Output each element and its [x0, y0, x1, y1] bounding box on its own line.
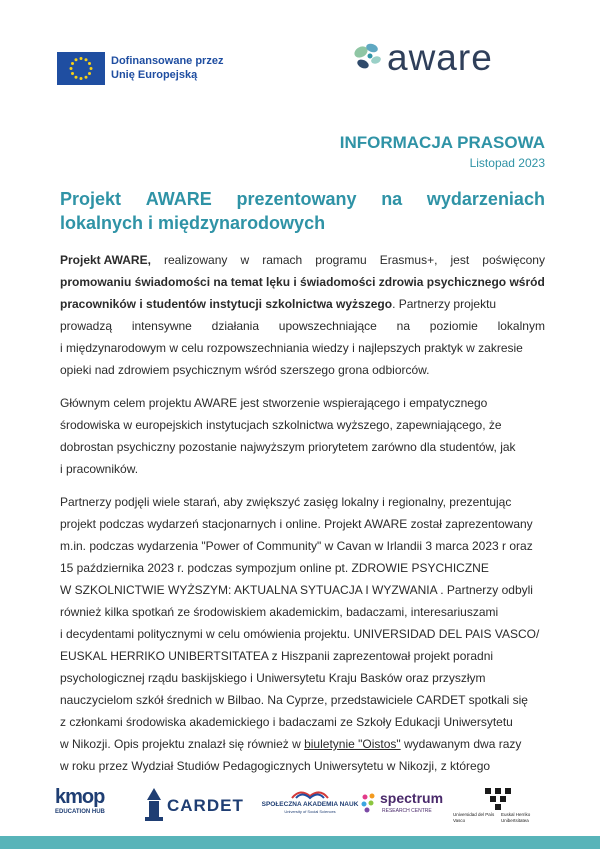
- spectrum-logo: [360, 786, 445, 826]
- spectrum-logo-text: spectrum: [380, 790, 444, 806]
- paragraph1-line3: [60, 296, 545, 312]
- paragraph2-line1: Głównym celem projektu AWARE jest stworzenie wspierającego i empatycznego: [60, 396, 488, 410]
- body-text: wydawanym dwa razy: [400, 737, 522, 751]
- paragraph1-line4: [60, 318, 545, 334]
- kmop-logo: [55, 786, 127, 826]
- cardet-emblem-icon: [143, 788, 165, 822]
- press-release-date: Listopad 2023: [469, 156, 545, 170]
- paragraph3-line1: Partnerzy podjęli wiele starań, aby zwiększyć zasięg lokalny i regionalny, prezentując: [60, 495, 512, 509]
- paragraph3-line9: psychologicznej rządu baskijskiego i Uniwersytetu Kraju Basków oraz przyszłym: [60, 671, 486, 685]
- press-release-title: INFORMACJA PRASOWA: [339, 133, 545, 152]
- body-word: Erasmus+,: [379, 253, 438, 267]
- eu-funding-line1: Dofinansowane przez: [111, 55, 224, 67]
- paragraph3-line13: w roku przez Wydział Studiów Pedagogicznych Uniwersytetu w Nikozji, z którego: [60, 759, 491, 773]
- paragraph3-line11: z członkami środowiska akademickiego i badaczami ze Szkoły Edukacji Uniwersytetu: [60, 715, 513, 729]
- partner-logos: [55, 786, 545, 826]
- headline-word: Projekt: [60, 189, 122, 209]
- headline-word: wydarzeniach: [426, 189, 545, 209]
- body-text: w Nikozji. Opis projektu znalazł się również w: [60, 737, 305, 751]
- upv-emblem-icon: [483, 786, 513, 810]
- body-word: na: [396, 319, 410, 333]
- body-word: Projekt AWARE,: [60, 253, 151, 267]
- body-word: poziomie: [429, 319, 478, 333]
- body-word: działania: [211, 319, 260, 333]
- upv-ehu-logo: [453, 786, 545, 826]
- eu-funding-text: [111, 54, 223, 82]
- paragraph3-line6: również kilka spotkań ze środowiskiem akademickim, badaczami, interesariuszami: [60, 605, 499, 619]
- body-word: jest: [450, 253, 470, 267]
- spectrum-logo-subtitle: RESEARCH CENTRE: [382, 808, 432, 814]
- cardet-logo: [143, 786, 243, 826]
- upv-name-eu: Euskal Herriko Unibertsitatea: [501, 812, 531, 823]
- body-bold-text: pracowników i studentów instytucji szkolnictwa wyższego: [60, 297, 393, 311]
- body-word: lokalnym: [497, 319, 545, 333]
- upv-name-es: Universidad del País Vasco: [453, 812, 495, 823]
- paragraph3-line4: 15 października 2023 r. podczas sympozjum online pt. ZDROWIE PSYCHICZNE: [60, 561, 489, 575]
- spectrum-dots-icon: [360, 792, 378, 814]
- aware-leaf-icon: [350, 38, 386, 78]
- san-book-icon: [290, 786, 330, 800]
- body-word: prowadzą: [60, 319, 113, 333]
- body-word: intensywne: [131, 319, 192, 333]
- body-word: ramach: [262, 253, 303, 267]
- headline-word: AWARE: [145, 189, 212, 209]
- paragraph1-line6: opieki nad zdrowiem psychicznym wśród szerszego grona odbiorców.: [60, 363, 430, 377]
- paragraph2-line2: środowiska w europejskich instytucjach szkolnictwa wyższego, zapewniającego, że: [60, 418, 502, 432]
- eu-funding-line2: Unię Europejską: [111, 69, 198, 81]
- san-logo-subtitle: University of Social Sciences: [284, 809, 336, 814]
- paragraph3-line7: i decydentami politycznymi w celu omówienia projektu. UNIVERSIDAD DEL PAIS VASCO/: [60, 627, 540, 641]
- kmop-logo-subtitle: EDUCATION HUB: [55, 809, 105, 815]
- paragraph1-line1: [60, 252, 545, 268]
- body-word: upowszechniające: [278, 319, 377, 333]
- bottom-accent-bar: [0, 836, 600, 849]
- paragraph3-line8: EUSKAL HERRIKO UNIBERTSITATEA z Hiszpanii zaprezentował projekt poradni: [60, 649, 494, 663]
- eu-flag-logo: [57, 52, 105, 85]
- body-word: w: [240, 253, 250, 267]
- headline-word: prezentowany: [236, 189, 357, 209]
- paragraph3-line5: W SZKOLNICTWIE WYŻSZYM: AKTUALNA SYTUACJA I WYZWANIA . Partnerzy odbyli: [60, 583, 533, 597]
- paragraph1-line2: promowaniu świadomości na temat lęku i świadomości zdrowia psychicznego wśród: [60, 275, 545, 289]
- headline-line1: [60, 187, 545, 211]
- paragraph2-line4: i pracowników.: [60, 462, 139, 476]
- body-text: . Partnerzy projektu: [392, 297, 497, 311]
- paragraph1-line5: i międzynarodowym w celu rozpowszechniania wiedzy i najlepszych praktyk w zakresie: [60, 341, 523, 355]
- oistos-bulletin-link[interactable]: biuletynie "Oistos": [304, 737, 401, 751]
- paragraph3-line10: nauczycielom szkół średnich w Bilbao. Na Cyprze, przedstawiciele CARDET spotkali się: [60, 693, 528, 707]
- headline-line2: lokalnych i międzynarodowych: [60, 213, 326, 233]
- aware-logo-text: aware: [387, 37, 493, 78]
- headline-word: na: [381, 189, 403, 209]
- paragraph3-line12: [60, 736, 545, 752]
- paragraph3-line2: projekt podczas wydarzeń stacjonarnych i online. Projekt AWARE został zaprezentowany: [60, 517, 533, 531]
- san-logo: [255, 786, 365, 826]
- body-word: realizowany: [164, 253, 228, 267]
- body-word: programu: [315, 253, 367, 267]
- cardet-logo-text: CARDET: [167, 796, 244, 815]
- body-word: poświęcony: [482, 253, 545, 267]
- san-logo-text: SPOŁECZNA AKADEMIA NAUK: [261, 801, 359, 808]
- paragraph3-line3: m.in. podczas wydarzenia "Power of Community" w Cavan w Irlandii 3 marca 2023 r oraz: [60, 539, 533, 553]
- paragraph2-line3: dobrostan psychiczny pozostanie najwyższym priorytetem zarówno dla studentów, jak: [60, 440, 516, 454]
- kmop-logo-text: kmop: [55, 786, 105, 808]
